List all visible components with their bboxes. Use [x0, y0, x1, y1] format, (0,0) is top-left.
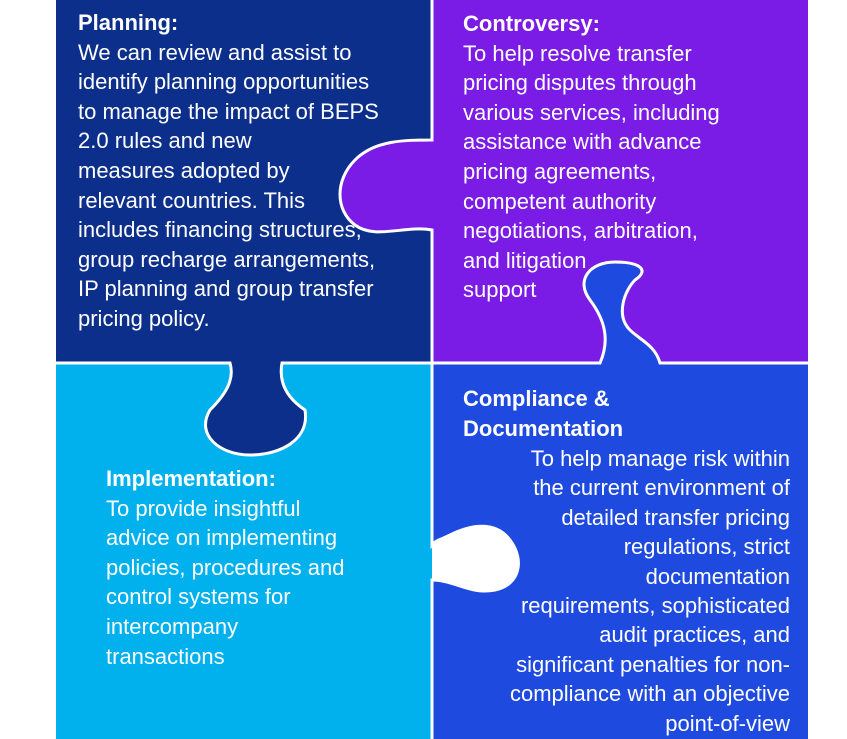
compliance-title-line: Compliance &: [463, 386, 610, 411]
implementation-text-block: [106, 464, 344, 671]
compliance-line: detailed transfer pricing: [561, 504, 790, 530]
implementation-title: Implementation:: [106, 466, 276, 491]
controversy-line: assistance with advance: [463, 129, 702, 155]
controversy-line: To help resolve transfer: [463, 40, 692, 66]
controversy-line: competent authority: [463, 188, 657, 214]
planning-title: Planning:: [78, 10, 179, 35]
implementation-line: intercompany: [106, 613, 239, 639]
compliance-line: the current environment of: [533, 475, 790, 501]
compliance-title-line: Documentation: [463, 415, 624, 441]
controversy-text-block: [463, 9, 720, 305]
compliance-line: audit practices, and: [599, 622, 790, 648]
compliance-line: significant penalties for non-: [516, 651, 790, 677]
planning-line: IP planning and group transfer: [78, 276, 374, 302]
compliance-line: To help manage risk within: [530, 446, 790, 471]
planning-line: We can review and assist to: [78, 39, 352, 65]
compliance-line: regulations, strict: [623, 534, 790, 560]
controversy-line: and litigation: [463, 247, 587, 273]
controversy-title: Controversy:: [463, 11, 600, 36]
implementation-line: policies, procedures and: [106, 554, 345, 580]
planning-line: measures adopted by: [78, 157, 290, 183]
planning-line: to manage the impact of BEPS: [78, 98, 379, 124]
planning-line: pricing policy.: [78, 305, 210, 331]
planning-line: group recharge arrangements,: [78, 246, 376, 272]
compliance-line: documentation: [645, 563, 790, 589]
controversy-line: negotiations, arbitration,: [463, 218, 698, 244]
implementation-line: control systems for: [106, 584, 291, 610]
controversy-line: various services, including: [463, 99, 720, 125]
compliance-line: compliance with an objective: [509, 681, 790, 707]
compliance-line: requirements, sophisticated: [520, 593, 790, 619]
planning-line: identify planning opportunities: [78, 69, 370, 95]
compliance-title-block: [463, 384, 623, 443]
controversy-line: support: [463, 277, 537, 303]
planning-text-block: [78, 8, 379, 334]
compliance-text-block: [463, 444, 790, 738]
planning-line: includes financing structures,: [78, 217, 362, 243]
implementation-line: transactions: [106, 643, 225, 669]
planning-line: 2.0 rules and new: [78, 128, 252, 154]
controversy-line: pricing disputes through: [463, 70, 697, 96]
compliance-line: point-of-view: [665, 710, 790, 736]
controversy-line: pricing agreements,: [463, 158, 657, 184]
planning-line: relevant countries. This: [78, 187, 306, 213]
implementation-line: To provide insightful: [106, 495, 301, 521]
implementation-line: advice on implementing: [106, 525, 338, 551]
